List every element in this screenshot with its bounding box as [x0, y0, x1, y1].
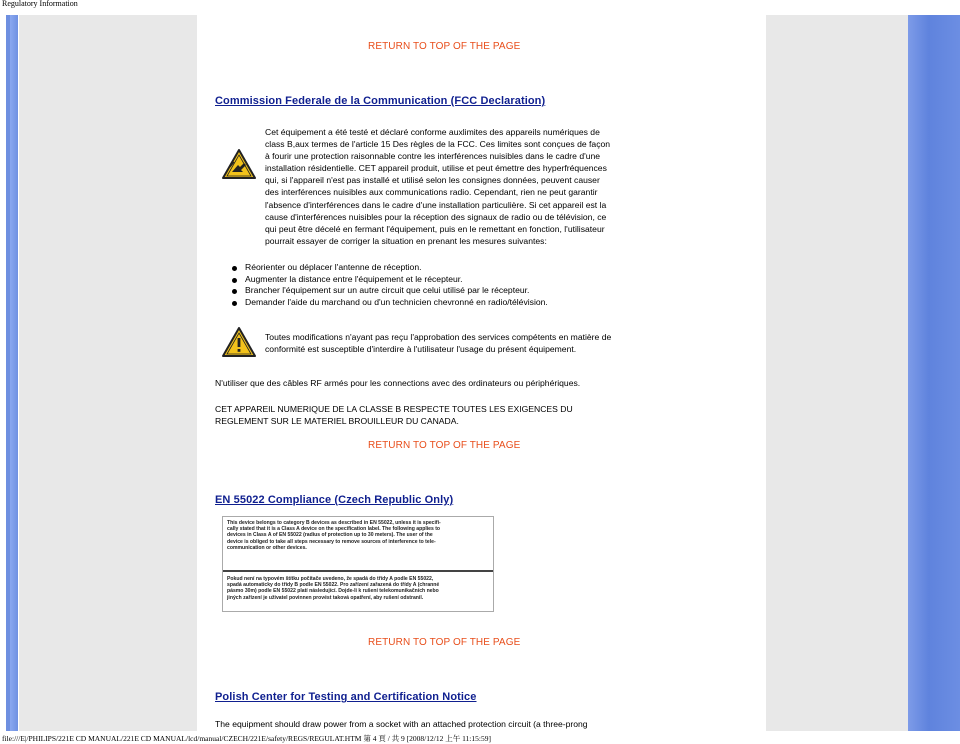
main-content [197, 15, 766, 731]
left-navigation-pane [19, 15, 197, 731]
warning-icon [221, 148, 257, 180]
canada-paragraph [215, 403, 735, 427]
fcc-line: installation résidentielle. CET appareil produit, utilise et peut émettre des hyperfréquences [265, 163, 607, 174]
left-frame-bar-highlight [10, 15, 18, 731]
notice-czech-text: Pokud není na typovém štítku počítače uvedeno, že spadá do třídy A podle EN 55022, spadá automaticky do třídy B podle EN 55022. Pro zařízení zařazená do třídy A (chranné pásmo 30m) podle EN 55022 platí následující. Dojde-li k rušení telekomunikačních nebo jiných zařízení je uživatel povinnen provést taková opatření, aby rušení odstranil. [227, 576, 440, 601]
footer-file-path: file:///E|/PHILIPS/221E CD MANUAL/221E CD MANUAL/lcd/manual/CZECH/221E/safety/REGS/REGULAT.HTM 第 4 頁 / 共 9 [2008/12/12 上午 11:15:59] [2, 734, 491, 743]
fcc-line: l'absence d'interférences dans le cadre d'une installation particulière. Si cet appareil est la [265, 199, 607, 210]
canada-line: REGLEMENT SUR LE MATERIEL BROUILLEUR DU CANADA. [215, 416, 459, 427]
fcc-paragraph [265, 126, 695, 247]
fcc-line: qui peut être décelé en fermant l'équipement, puis en le remettant en fonction, l'utilisateur [265, 223, 605, 234]
list-item: Demander l'aide du marchand ou d'un technicien chevronné en radio/télévision. [232, 297, 548, 309]
right-pane [766, 15, 908, 731]
modifications-line: conformité est susceptible d'interdire à l'utilisateur l'usage du présent équipement. [265, 344, 577, 355]
en55022-notice-image [222, 516, 494, 612]
polish-paragraph: The equipment should draw power from a socket with an attached protection circuit (a three-prong [215, 719, 588, 729]
notice-divider [223, 570, 493, 572]
list-item: Augmenter la distance entre l'équipement et le récepteur. [232, 274, 548, 286]
notice-english-text: This device belongs to category B devices as described in EN 55022, unless it is specifi- cally stated that it is a Class A device on the specification label. The following applies to devices in Class A of EN 55022 (radius of protection up to 30 meters). The user of the device is obliged to take all steps necessary to remove sources of interference to tele- communication or other devices. [227, 520, 441, 551]
en55022-heading: EN 55022 Compliance (Czech Republic Only) [215, 494, 454, 506]
right-frame-bar[interactable] [908, 15, 960, 731]
fcc-line: class B,aux termes de l'article 15 Des règles de la FCC. Ces limites sont conçues de façon [265, 139, 611, 150]
fcc-line: à fourir une protection raisonnable contre les interférences nuisibles dans le cadre d'une [265, 151, 601, 162]
fcc-line: cause d'interférences nuisibles pour la réception des signaux de radio ou de télévision, ce [265, 211, 607, 222]
caution-icon [221, 326, 257, 358]
window-title: Regulatory Information [2, 0, 78, 8]
canada-line: CET APPAREIL NUMERIQUE DE LA CLASSE B RESPECTE TOUTES LES EXIGENCES DU [215, 404, 573, 414]
return-to-top-link[interactable]: RETURN TO TOP OF THE PAGE [368, 637, 521, 648]
fcc-line: pourrait essayer de corriger la situation en prenant les mesures suivantes: [265, 235, 547, 246]
fcc-line: Cet équipement a été testé et déclaré conforme auxlimites des appareils numériques de [265, 127, 600, 137]
return-to-top-link[interactable]: RETURN TO TOP OF THE PAGE [368, 440, 521, 451]
fcc-heading: Commission Federale de la Communication (FCC Declaration) [215, 95, 546, 107]
modifications-line: Toutes modifications n'ayant pas reçu l'approbation des services compétents en matière de [265, 332, 612, 342]
cables-paragraph: N'utiliser que des câbles RF armés pour les connections avec des ordinateurs ou périphériques. [215, 378, 581, 388]
return-to-top-link[interactable]: RETURN TO TOP OF THE PAGE [368, 41, 521, 52]
fcc-measures-list [232, 262, 548, 308]
polish-heading: Polish Center for Testing and Certification Notice [215, 691, 477, 703]
fcc-line: des interférences nuisibles aux communications radio. Cependant, rien ne peut garantir [265, 187, 598, 198]
fcc-line: qui, si l'appareil n'est pas installé et utilisé selon les consignes données, peuvent causer [265, 175, 600, 186]
modifications-paragraph [265, 331, 695, 355]
list-item: Réorienter ou déplacer l'antenne de réception. [232, 262, 548, 274]
list-item: Brancher l'équipement sur un autre circuit que celui utilisé par le récepteur. [232, 285, 548, 297]
